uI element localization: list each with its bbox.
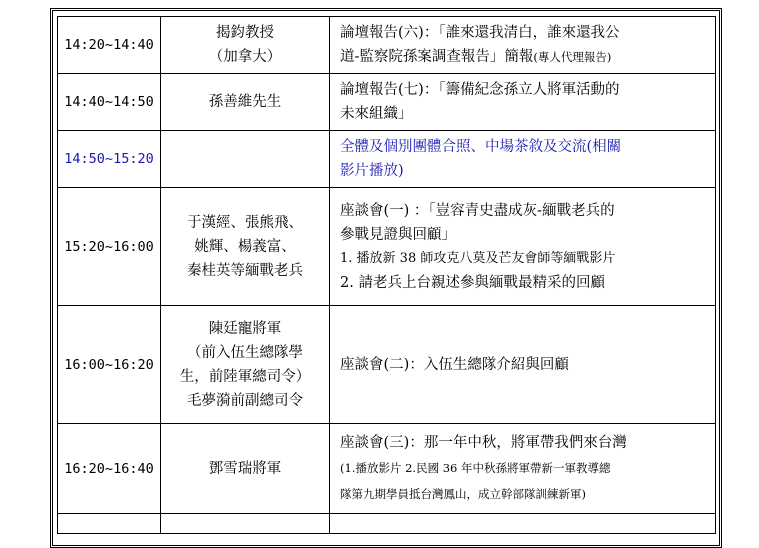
topic-cell	[330, 74, 716, 131]
speaker-cell	[161, 17, 330, 74]
topic-line: 影片播放)	[340, 163, 404, 179]
speaker-cell	[161, 188, 330, 306]
speaker-cell	[161, 74, 330, 131]
topic-note: (1.播放影片 2.民國 36 年中秋孫將軍帶新一軍教導總	[340, 460, 611, 475]
topic-cell	[330, 188, 716, 306]
topic-line: 2. 請老兵上台親述參與緬戰最精采的回顧	[340, 274, 605, 291]
topic-line: 座談會(一) ：「豈容青史盡成灰-緬戰老兵的	[340, 202, 615, 219]
topic-cell	[330, 17, 716, 74]
topic-cell	[330, 131, 716, 188]
topic-line	[340, 45, 715, 69]
table-row	[58, 17, 716, 74]
topic-cell	[330, 306, 716, 424]
table-row	[58, 74, 716, 131]
topic-line: 全體及個別團體合照、中場茶敘及交流(相關	[340, 139, 622, 155]
time-cell: 16:00~16:20	[58, 306, 161, 424]
speaker-line: 秦桂英等緬戰老兵	[187, 262, 303, 279]
speaker-cell	[161, 306, 330, 424]
topic-cell	[330, 514, 716, 534]
table-row	[58, 514, 716, 534]
time-cell	[58, 514, 161, 534]
table-row	[58, 424, 716, 514]
topic-line: 座談會(三)：那一年中秋，將軍帶我們來台灣	[340, 434, 627, 451]
topic-line: 座談會(二)：入伍生總隊介紹與回顧	[340, 356, 569, 373]
speaker-cell	[161, 424, 330, 514]
time-cell: 14:20~14:40	[58, 17, 161, 74]
speaker-line: （加拿大）	[208, 49, 282, 65]
time-cell: 16:20~16:40	[58, 424, 161, 514]
speaker-line: 孫善維先生	[208, 94, 282, 110]
speaker-line: 于漢經、張熊飛、	[187, 214, 303, 231]
topic-line: 未來組織」	[340, 106, 413, 122]
speaker-cell	[161, 131, 330, 188]
table-row	[58, 188, 716, 306]
schedule-table	[57, 16, 716, 534]
topic-line: 1. 播放新 38 師攻克八莫及芒友會師等緬戰影片	[340, 250, 616, 266]
speaker-line: 陳廷寵將軍	[208, 320, 282, 337]
time-cell: 14:40~14:50	[58, 74, 161, 131]
speaker-line: 揭鈞教授	[216, 25, 274, 41]
topic-line: 參戰見證與回顧」	[340, 226, 456, 243]
speaker-line: 毛夢漪前副總司令	[187, 392, 303, 409]
topic-line: 論壇報告(六)：「誰來還我清白，誰來還我公	[340, 25, 620, 41]
topic-line: 論壇報告(七)：「籌備紀念孫立人將軍活動的	[340, 82, 620, 98]
topic-cell	[330, 424, 716, 514]
speaker-line: 生，前陸軍總司令）	[179, 368, 311, 385]
topic-note: (專人代理報告)	[533, 50, 612, 64]
time-cell: 14:50~15:20	[58, 131, 161, 188]
time-cell: 15:20~16:00	[58, 188, 161, 306]
table-row	[58, 306, 716, 424]
speaker-line: （前入伍生總隊學	[187, 344, 303, 361]
topic-line-text: 道-監察院孫案調查報告」簡報	[340, 49, 534, 65]
topic-note: 隊第九期學員抵台灣鳳山，成立幹部隊訓練新軍)	[340, 486, 586, 501]
speaker-line: 鄧雪瑞將軍	[208, 460, 282, 477]
speaker-line: 姚輝、楊義富、	[194, 238, 296, 255]
table-row	[58, 131, 716, 188]
speaker-cell	[161, 514, 330, 534]
